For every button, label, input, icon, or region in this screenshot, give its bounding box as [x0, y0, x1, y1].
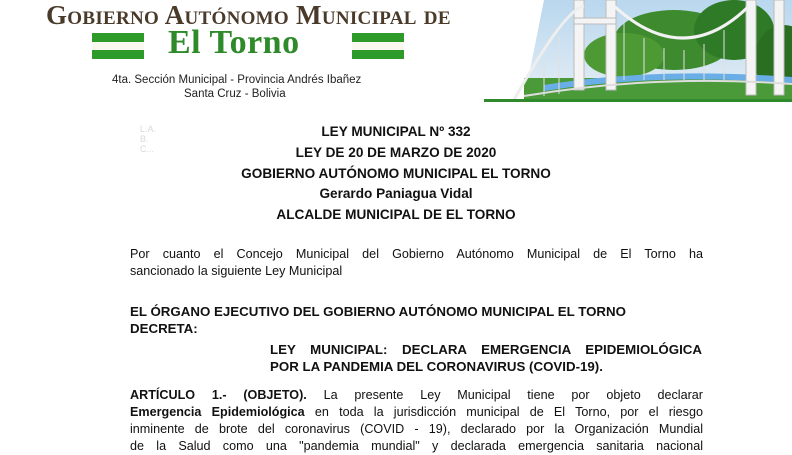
- municipality-name: El Torno: [168, 24, 300, 61]
- mayor-title: ALCALDE MUNICIPAL DE EL TORNO: [276, 207, 516, 222]
- article-1-line-3: inminente de brote del coronavirus (COVID - 19), declarado por la Organización Mundial: [130, 422, 703, 436]
- letterhead-subtitle-1: 4ta. Sección Municipal - Provincia Andrés Ibañez: [112, 74, 362, 86]
- bolivian-flag-right: [352, 33, 404, 59]
- decreta-heading: DECRETA:: [130, 321, 198, 336]
- intro-line-2: sancionado la siguiente Ley Municipal: [130, 264, 343, 278]
- mayor-name: Gerardo Paniagua Vidal: [319, 186, 473, 201]
- letterhead: [0, 0, 792, 102]
- intro-line-1: Por cuanto el Concejo Municipal del Gobierno Autónomo Municipal de El Torno ha: [130, 247, 703, 261]
- article-1-text-1: La presente Ley Municipal tiene por objeto declarar: [306, 388, 703, 402]
- article-1-line-2: [130, 404, 703, 421]
- executive-organ-heading: EL ÓRGANO EJECUTIVO DEL GOBIERNO AUTÓNOMO MUNICIPAL EL TORNO: [130, 304, 626, 319]
- suspension-bridge-photo: [484, 0, 792, 100]
- letterhead-title: Gobierno Autónomo Municipal de: [46, 0, 451, 30]
- law-title-line-2: POR LA PANDEMIA DEL CORONAVIRUS (COVID-19).: [270, 359, 603, 374]
- article-1-line-4: de la Salud como una "pandemia mundial" y declarada emergencia sanitaria nacional: [130, 439, 703, 453]
- government-name: GOBIERNO AUTÓNOMO MUNICIPAL EL TORNO: [241, 166, 551, 181]
- bleed-through-mark: L.A. B. C...: [140, 124, 157, 154]
- bolivian-flag-left: [92, 33, 144, 59]
- law-title-line-1: LEY MUNICIPAL: DECLARA EMERGENCIA EPIDEMIOLÓGICA: [270, 342, 702, 357]
- article-1-line-1: [130, 387, 703, 404]
- letterhead-accent-rule: [484, 99, 792, 102]
- article-1-label: ARTÍCULO 1.- (OBJETO).: [130, 388, 307, 402]
- article-1-text-2: en toda la jurisdicción municipal de El Torno, por el riesgo: [304, 405, 703, 419]
- article-1-emphasis: Emergencia Epidemiológica: [130, 405, 305, 419]
- letterhead-subtitle-2: Santa Cruz - Bolivia: [184, 88, 286, 100]
- law-date: LEY DE 20 DE MARZO DE 2020: [295, 145, 497, 160]
- law-number: LEY MUNICIPAL Nº 332: [321, 124, 471, 139]
